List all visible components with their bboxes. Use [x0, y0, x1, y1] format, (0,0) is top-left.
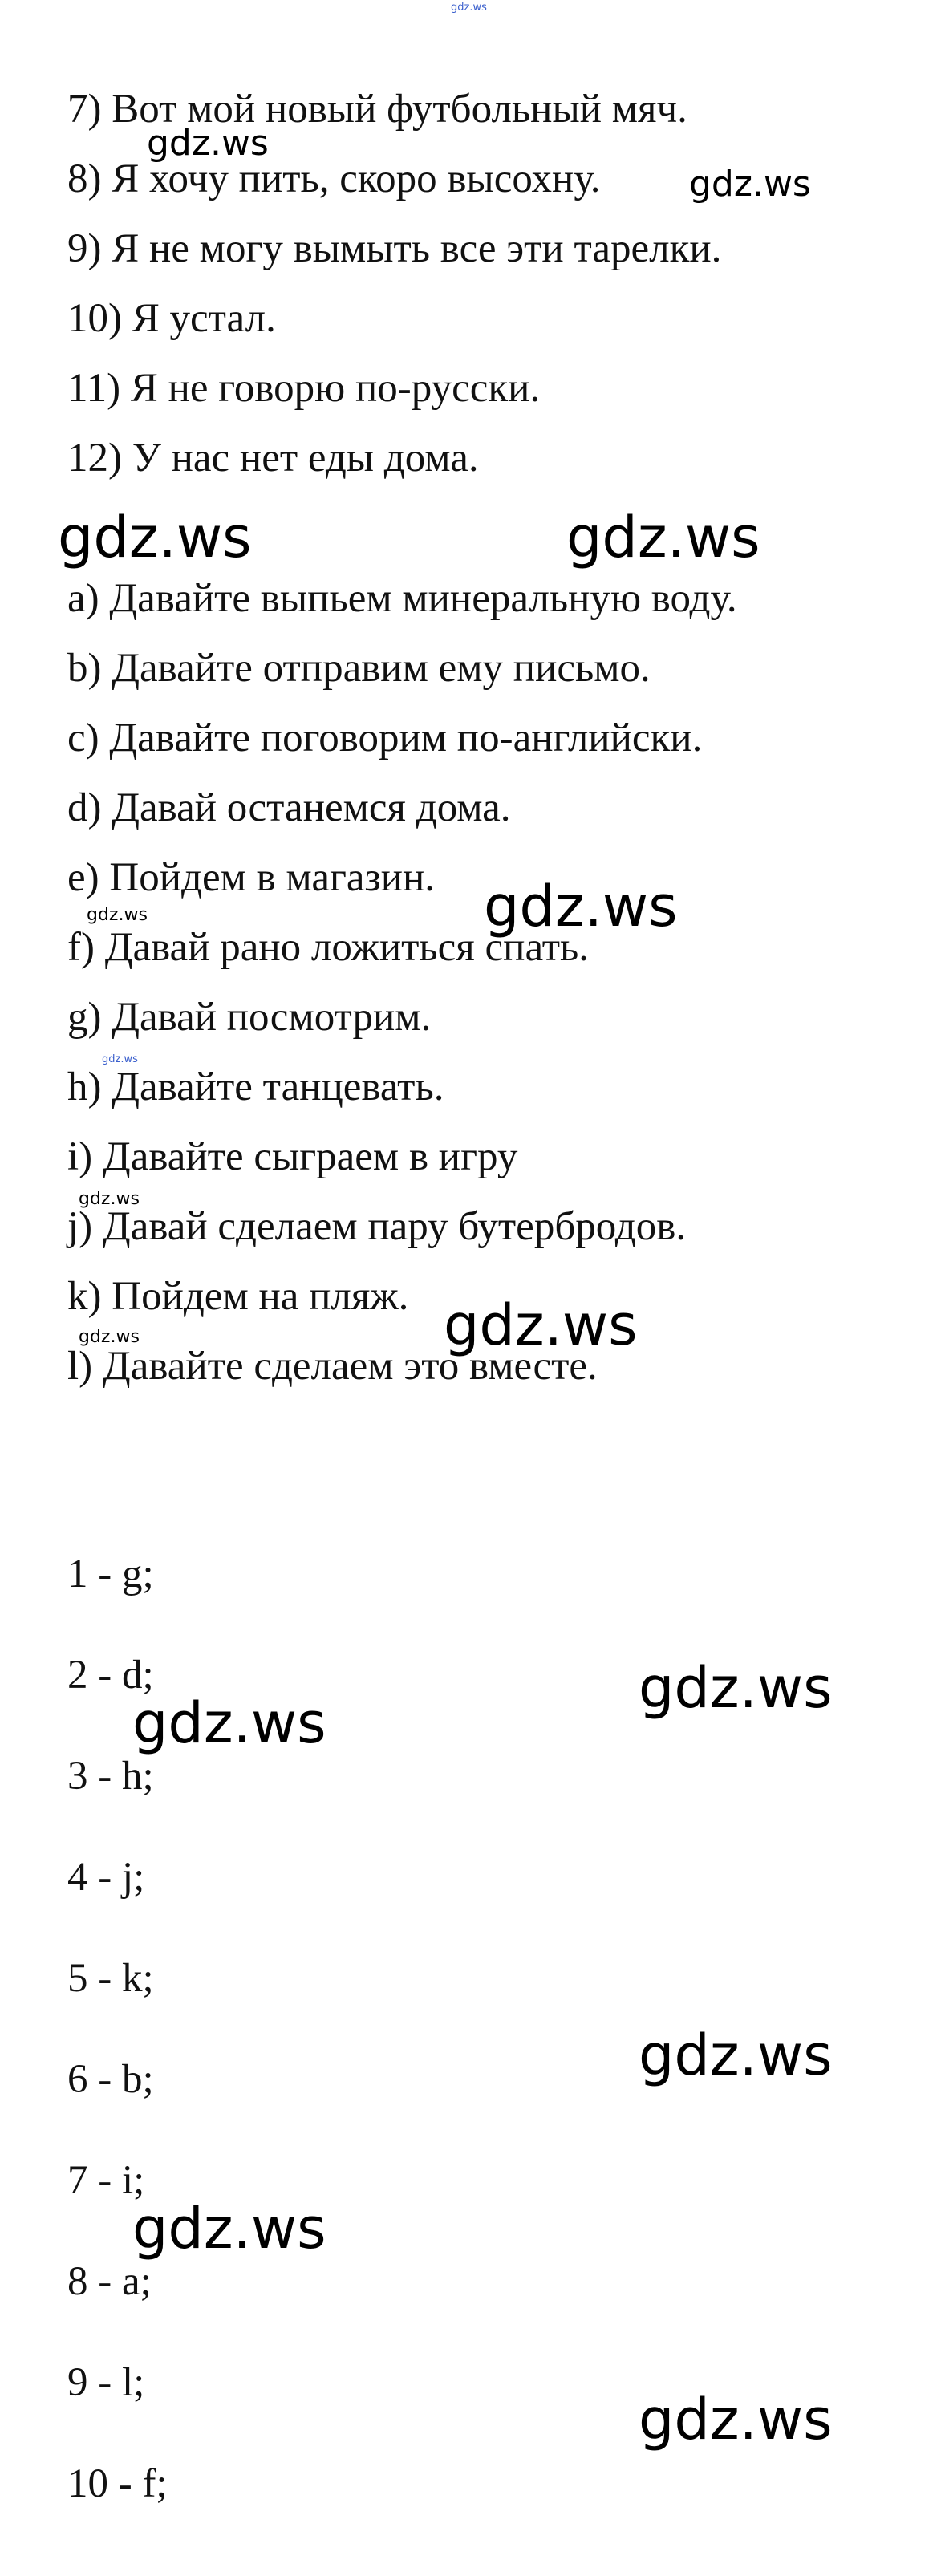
option-i: i) Давайте сыграем в игру: [67, 1134, 518, 1179]
option-h: h) Давайте танцевать.: [67, 1065, 444, 1110]
answer-8: 8 - a;: [67, 2259, 152, 2304]
watermark: gdz.ws: [566, 505, 760, 570]
watermark: gdz.ws: [132, 1690, 326, 1756]
answer-7: 7 - i;: [67, 2158, 145, 2203]
watermark-top: gdz.ws: [451, 2, 487, 14]
answer-4: 4 - j;: [67, 1855, 145, 1900]
option-f: f) Давай рано ложиться спать.: [67, 925, 590, 970]
answer-1: 1 - g;: [67, 1552, 154, 1596]
watermark: gdz.ws: [102, 1053, 138, 1065]
sentence-7: 7) Вот мой новый футбольный мяч.: [67, 87, 687, 132]
watermark: gdz.ws: [639, 1655, 833, 1721]
answer-2: 2 - d;: [67, 1653, 154, 1698]
watermark: gdz.ws: [79, 1189, 140, 1209]
option-e: e) Пойдем в магазин.: [67, 855, 436, 900]
option-b: b) Давайте отправим ему письмо.: [67, 646, 651, 691]
watermark: gdz.ws: [147, 123, 269, 164]
option-g: g) Давай посмотрим.: [67, 995, 432, 1040]
answer-3: 3 - h;: [67, 1754, 154, 1799]
sentence-9: 9) Я не могу вымыть все эти тарелки.: [67, 226, 722, 271]
watermark: gdz.ws: [444, 1292, 638, 1358]
option-l: l) Давайте сделаем это вместе.: [67, 1344, 598, 1389]
option-a: a) Давайте выпьем минеральную воду.: [67, 576, 737, 621]
sentence-10: 10) Я устал.: [67, 296, 276, 341]
sentence-12: 12) У нас нет еды дома.: [67, 436, 479, 481]
watermark: gdz.ws: [132, 2196, 326, 2262]
watermark: gdz.ws: [58, 505, 252, 570]
watermark: gdz.ws: [87, 905, 148, 925]
option-d: d) Давай останемся дома.: [67, 785, 511, 830]
answer-5: 5 - k;: [67, 1956, 154, 2001]
watermark: gdz.ws: [689, 164, 811, 205]
watermark: gdz.ws: [79, 1327, 140, 1347]
watermark: gdz.ws: [639, 2387, 833, 2452]
answer-6: 6 - b;: [67, 2057, 154, 2102]
answer-10: 10 - f;: [67, 2461, 168, 2506]
option-j: j) Давай сделаем пару бутербродов.: [67, 1204, 687, 1249]
sentence-8: 8) Я хочу пить, скоро высохну.: [67, 156, 601, 201]
watermark: gdz.ws: [639, 2022, 833, 2088]
answer-9: 9 - l;: [67, 2360, 145, 2405]
option-c: c) Давайте поговорим по-английски.: [67, 716, 703, 761]
option-k: k) Пойдем на пляж.: [67, 1274, 409, 1319]
sentence-11: 11) Я не говорю по-русски.: [67, 366, 541, 411]
watermark: gdz.ws: [484, 874, 678, 939]
